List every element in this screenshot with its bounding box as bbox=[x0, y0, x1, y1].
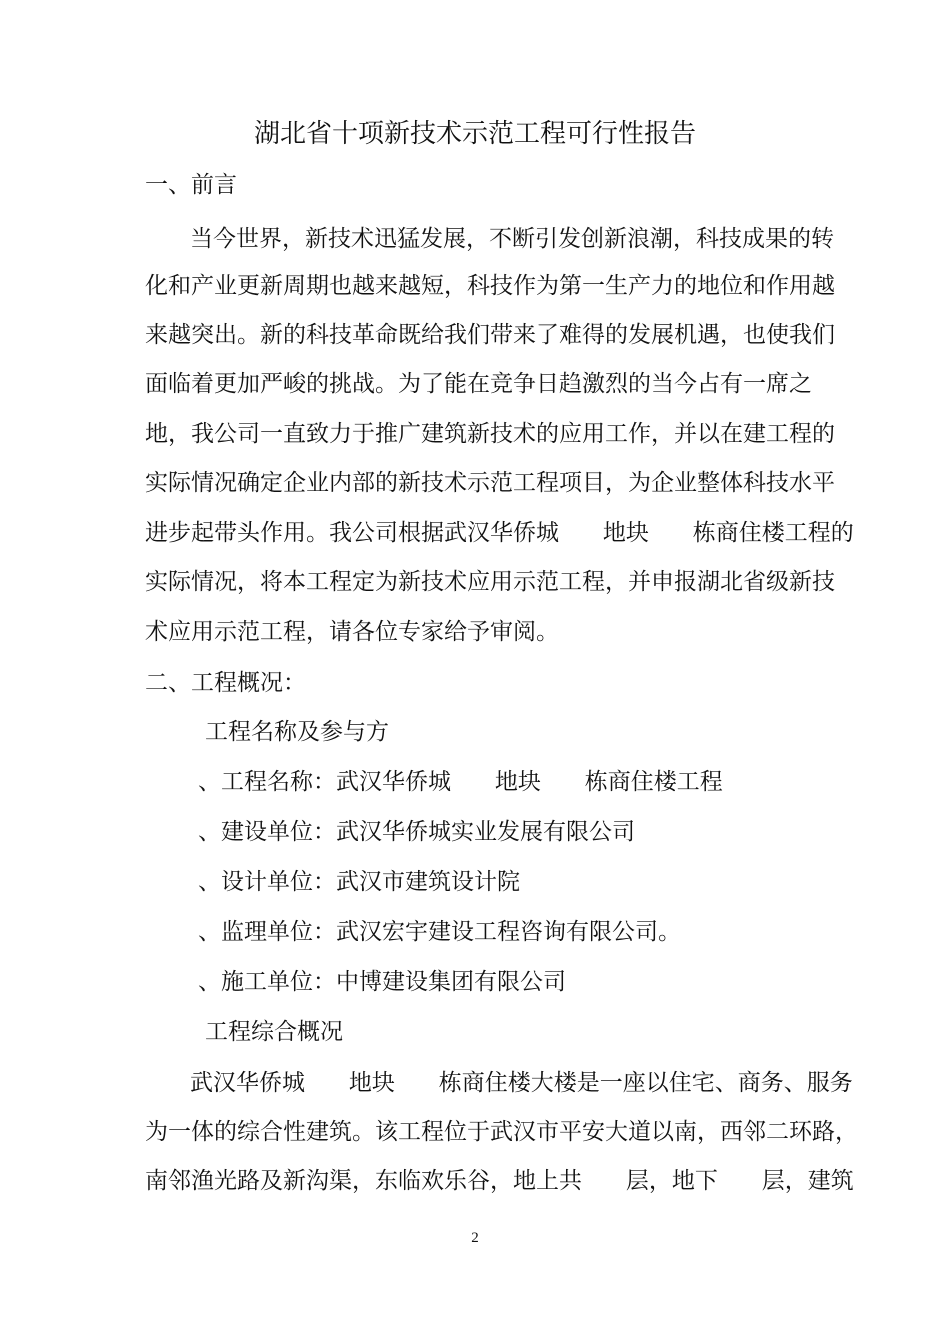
paragraph-line: 当今世界，新技术迅猛发展，不断引发创新浪潮，科技成果的转 bbox=[190, 226, 834, 252]
subsection-heading-summary: 工程综合概况 bbox=[205, 1019, 343, 1045]
paragraph-line: 实际情况确定企业内部的新技术示范工程项目，为企业整体科技水平 bbox=[145, 470, 835, 496]
project-item: 、工程名称：武汉华侨城 地块 栋商住楼工程 bbox=[198, 769, 723, 795]
project-item: 、监理单位：武汉宏宇建设工程咨询有限公司。 bbox=[198, 919, 681, 945]
section-heading-preface: 一、前言 bbox=[145, 172, 237, 198]
paragraph-line: 术应用示范工程，请各位专家给予审阅。 bbox=[145, 619, 559, 645]
paragraph-line: 来越突出。新的科技革命既给我们带来了难得的发展机遇，也使我们 bbox=[145, 322, 835, 348]
page-number: 2 bbox=[471, 1230, 479, 1246]
project-item: 、设计单位：武汉市建筑设计院 bbox=[198, 869, 520, 895]
paragraph-line: 进步起带头作用。我公司根据武汉华侨城 地块 栋商住楼工程的 bbox=[145, 520, 854, 546]
paragraph-line: 化和产业更新周期也越来越短，科技作为第一生产力的地位和作用越 bbox=[145, 273, 835, 299]
paragraph-line: 面临着更加严峻的挑战。为了能在竞争日趋激烈的当今占有一席之 bbox=[145, 371, 812, 397]
paragraph-line: 地，我公司一直致力于推广建筑新技术的应用工作，并以在建工程的 bbox=[145, 421, 835, 447]
section-heading-overview: 二、工程概况： bbox=[145, 670, 306, 696]
paragraph-line: 南邻渔光路及新沟渠，东临欢乐谷，地上共 层，地下 层，建筑 bbox=[145, 1168, 854, 1194]
paragraph-line: 武汉华侨城 地块 栋商住楼大楼是一座以住宅、商务、服务 bbox=[190, 1070, 853, 1096]
subsection-heading-participants: 工程名称及参与方 bbox=[205, 719, 389, 745]
project-item: 、建设单位：武汉华侨城实业发展有限公司 bbox=[198, 819, 635, 845]
document-title: 湖北省十项新技术示范工程可行性报告 bbox=[253, 119, 696, 149]
project-item: 、施工单位：中博建设集团有限公司 bbox=[198, 969, 566, 995]
paragraph-line: 为一体的综合性建筑。该工程位于武汉市平安大道以南，西邻二环路， bbox=[145, 1119, 858, 1145]
paragraph-line: 实际情况，将本工程定为新技术应用示范工程，并申报湖北省级新技 bbox=[145, 569, 835, 595]
